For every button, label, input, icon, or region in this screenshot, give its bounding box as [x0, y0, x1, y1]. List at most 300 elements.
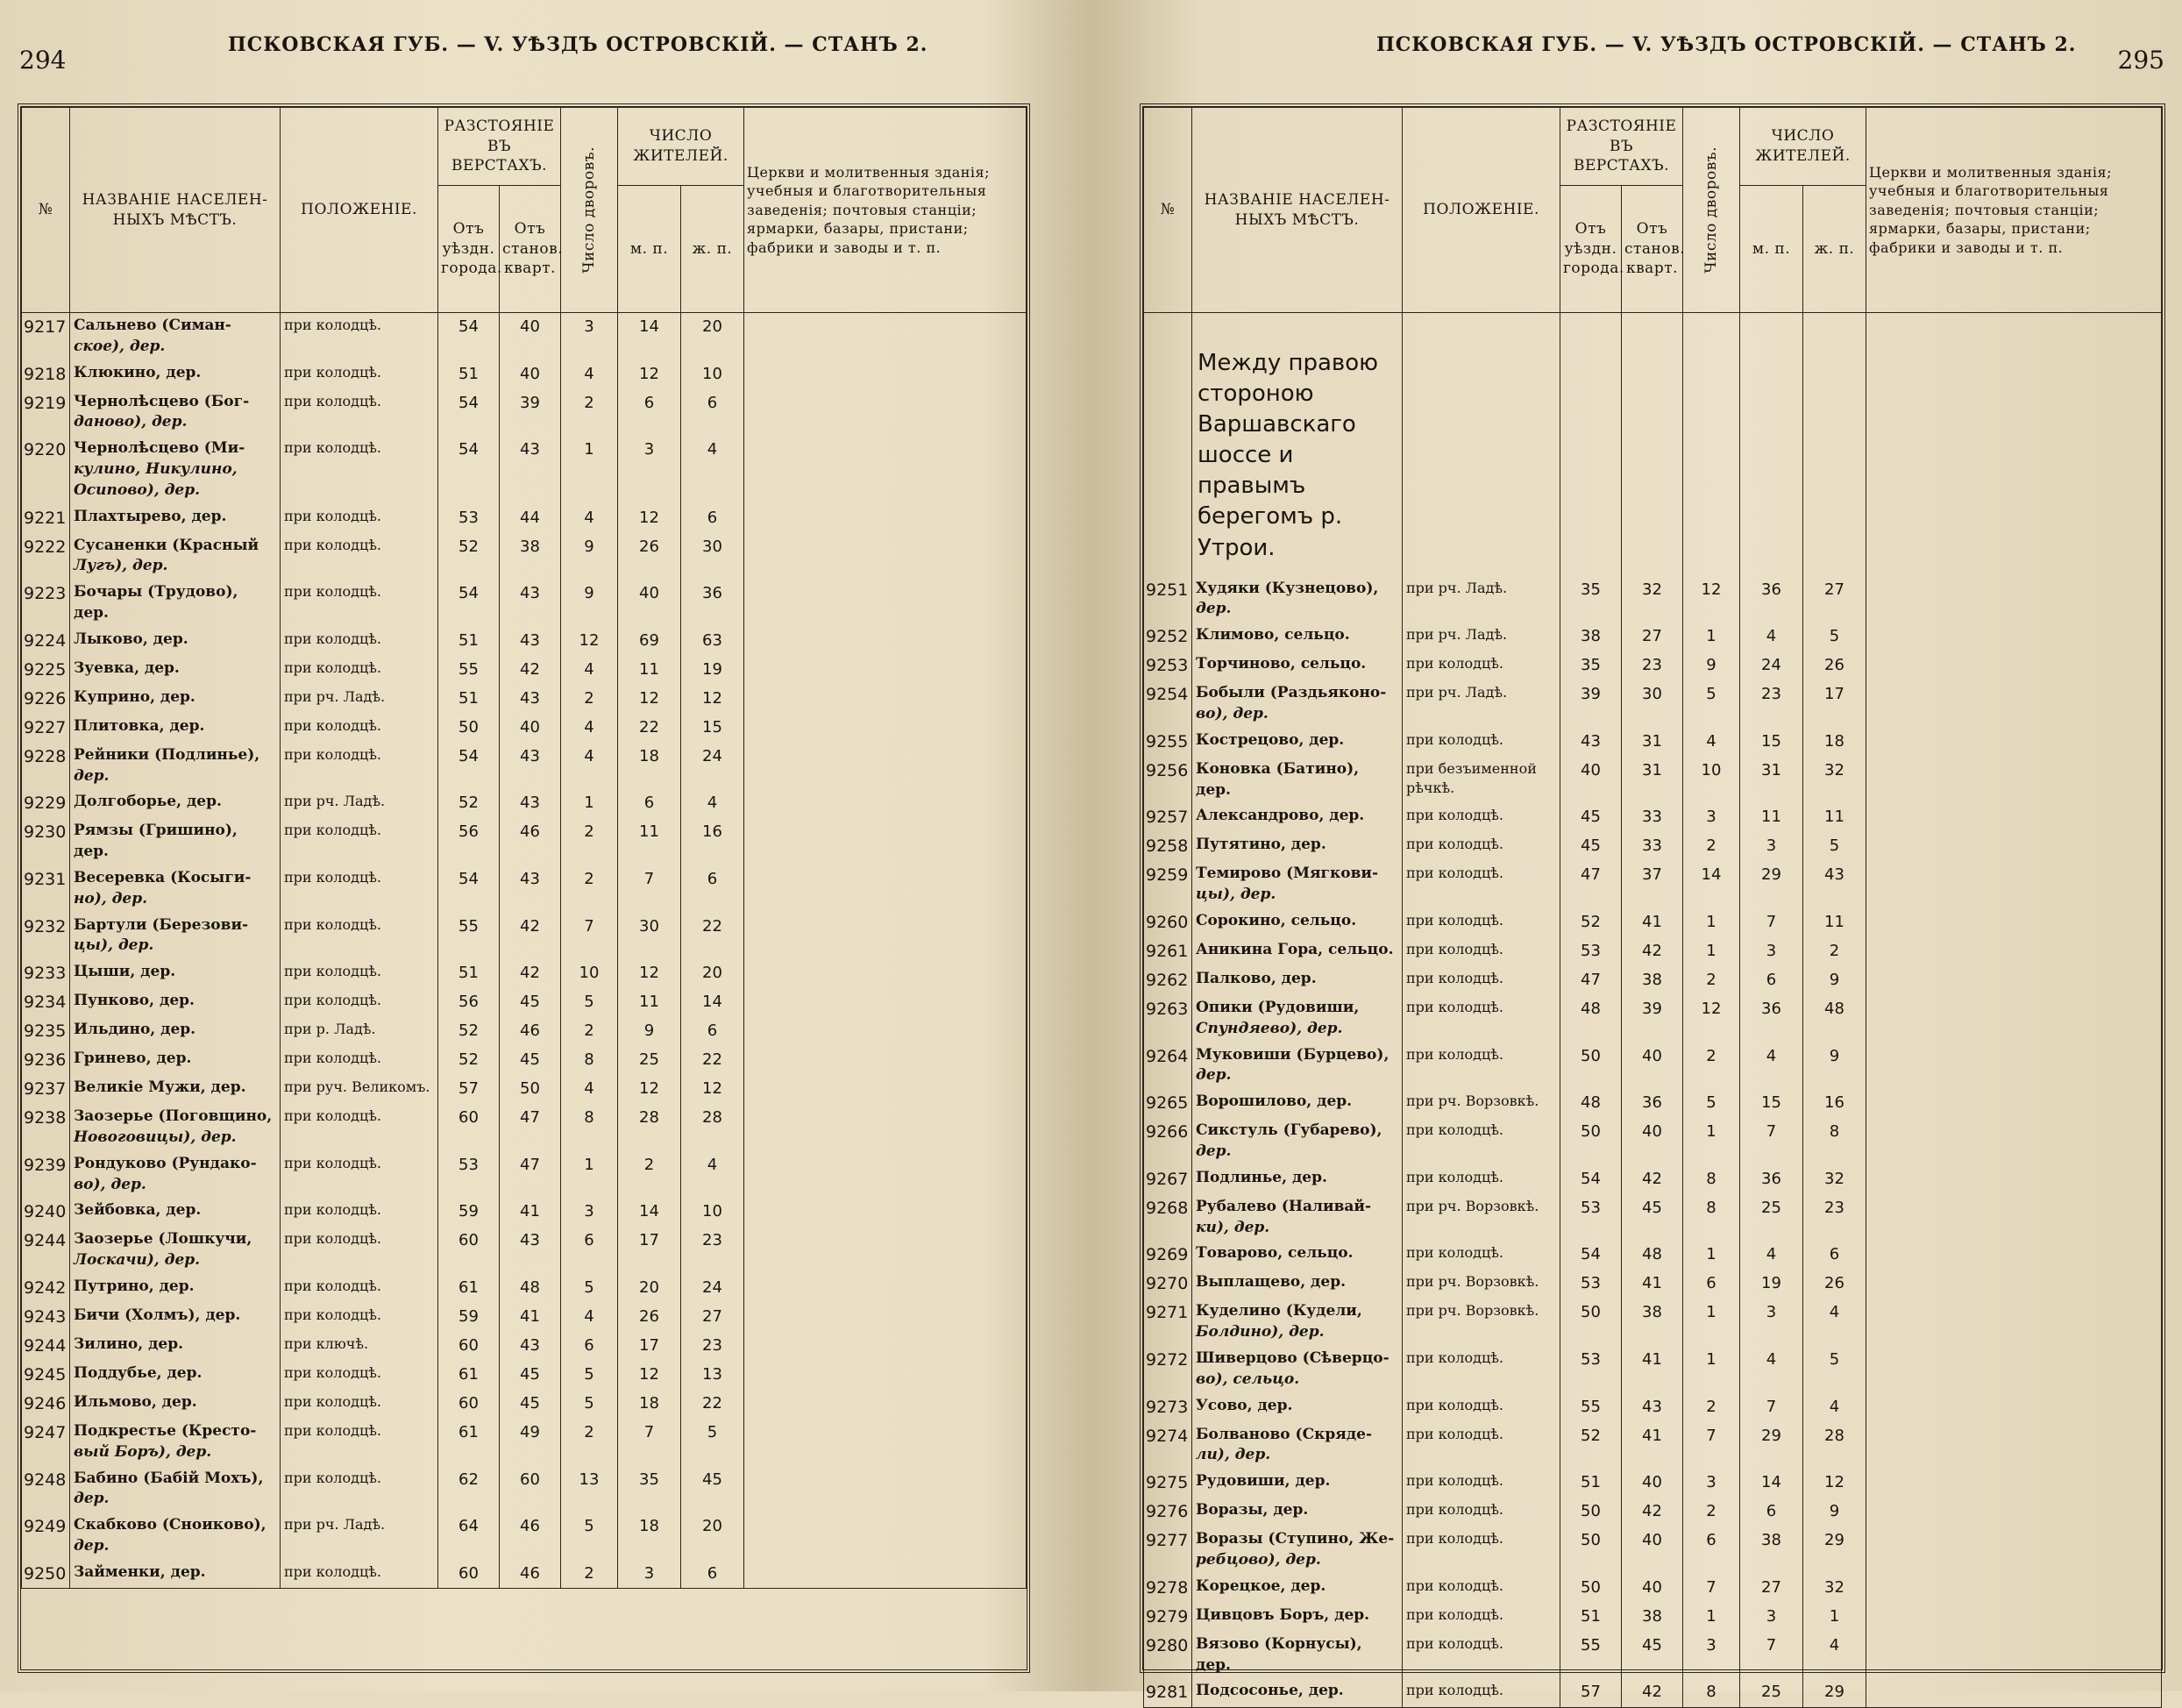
male-count: 26 — [618, 1303, 681, 1332]
table-row — [1144, 966, 2162, 995]
table-row — [1144, 680, 2162, 728]
row-number: 9275 — [1144, 1469, 1192, 1498]
settlement-name — [1192, 651, 1403, 680]
table-row — [1144, 1270, 2162, 1299]
yards-count: 2 — [561, 685, 618, 714]
settlement-name — [70, 789, 281, 818]
name-line: Болваново (Скряде- — [1196, 1425, 1373, 1443]
dist-town: 50 — [1560, 1498, 1622, 1527]
female-count: 29 — [1803, 1678, 1866, 1707]
churches-cell — [1866, 728, 2162, 757]
table-row — [1144, 1346, 2162, 1393]
female-count: 29 — [1803, 1527, 1866, 1574]
dist-town: 39 — [1560, 680, 1622, 728]
table-row — [22, 789, 1027, 818]
settlement-name — [70, 580, 281, 627]
male-count: 30 — [618, 913, 681, 960]
female-count: 8 — [1803, 1118, 1866, 1165]
yards-count: 4 — [561, 1075, 618, 1104]
settlement-name — [1192, 861, 1403, 908]
position: при колодцѣ. — [1403, 1632, 1560, 1679]
name-line: Рубалево (Наливай- — [1196, 1197, 1372, 1215]
row-number: 9281 — [1144, 1678, 1192, 1707]
dist-stan: 45 — [500, 1361, 561, 1390]
table-row — [1144, 1422, 2162, 1470]
dist-stan: 37 — [1622, 861, 1683, 908]
churches-cell — [744, 1303, 1027, 1332]
churches-cell — [1866, 803, 2162, 832]
position: при колодцѣ. — [281, 1303, 438, 1332]
name-line-2: даново), дер. — [74, 413, 188, 431]
header-position: ПОЛОЖЕНІЕ. — [1403, 108, 1560, 313]
table-row — [1144, 1118, 2162, 1165]
yards-count: 4 — [561, 656, 618, 685]
churches-cell — [744, 389, 1027, 437]
row-number: 9267 — [1144, 1165, 1192, 1194]
name-line: Пунково, дер. — [74, 992, 195, 1010]
dist-stan: 40 — [1622, 1118, 1683, 1165]
dist-town: 45 — [1560, 832, 1622, 861]
male-count: 15 — [1740, 1089, 1803, 1118]
position: при колодцѣ. — [1403, 1165, 1560, 1194]
dist-town: 55 — [1560, 1632, 1622, 1679]
name-line: Заозерье (Поговщино, — [74, 1107, 273, 1126]
female-count: 32 — [1803, 1574, 1866, 1603]
dist-stan: 60 — [500, 1466, 561, 1513]
churches-cell — [744, 1274, 1027, 1303]
churches-cell — [1866, 861, 2162, 908]
male-count: 18 — [618, 743, 681, 790]
dist-town: 52 — [438, 1017, 500, 1046]
dist-stan: 46 — [500, 1017, 561, 1046]
name-line-2: Новоговицы), дер. — [74, 1128, 237, 1146]
table-row — [1144, 832, 2162, 861]
name-line: Гринево, дер. — [74, 1050, 192, 1068]
row-number: 9252 — [1144, 623, 1192, 651]
churches-cell — [1866, 832, 2162, 861]
row-number: 9263 — [1144, 995, 1192, 1043]
churches-cell — [1866, 966, 2162, 995]
settlement-name — [70, 865, 281, 913]
dist-town: 51 — [1560, 1469, 1622, 1498]
right-page — [1113, 0, 2182, 1703]
position: при рч. Ладѣ. — [281, 1512, 438, 1560]
settlement-name — [1192, 1422, 1403, 1470]
position: при колодцѣ. — [281, 1227, 438, 1274]
churches-cell — [744, 1075, 1027, 1104]
dist-stan: 45 — [500, 988, 561, 1017]
name-line: Клюкино, дер. — [74, 363, 202, 381]
settlement-name — [1192, 1469, 1403, 1498]
dist-town: 55 — [438, 656, 500, 685]
table-row — [1144, 937, 2162, 966]
female-count: 22 — [681, 1046, 744, 1075]
churches-cell — [1866, 1678, 2162, 1707]
female-count: 28 — [1803, 1422, 1866, 1470]
churches-cell — [744, 627, 1027, 656]
name-line-2: ки), дер. — [1196, 1218, 1270, 1236]
row-number: 9259 — [1144, 861, 1192, 908]
female-count: 24 — [681, 1274, 744, 1303]
table-row — [22, 533, 1027, 580]
table-row — [22, 818, 1027, 865]
name-line-2: Болдино), дер. — [1196, 1323, 1325, 1341]
table-row — [1144, 623, 2162, 651]
churches-cell — [1866, 1422, 2162, 1470]
settlement-name — [70, 1104, 281, 1151]
row-number: 9233 — [22, 959, 70, 988]
female-count: 13 — [681, 1361, 744, 1390]
position: при колодцѣ. — [281, 959, 438, 988]
name-line: Рейники (Подлинье), — [74, 745, 260, 764]
dist-town: 56 — [438, 818, 500, 865]
position: при колодцѣ. — [281, 913, 438, 960]
yards-count: 5 — [561, 1390, 618, 1419]
yards-count: 5 — [561, 1274, 618, 1303]
name-line: Куделино (Кудели, — [1196, 1302, 1362, 1320]
dist-stan: 40 — [500, 313, 561, 360]
dist-stan: 41 — [1622, 1346, 1683, 1393]
churches-cell — [1866, 1089, 2162, 1118]
row-number: 9246 — [22, 1390, 70, 1419]
female-count: 6 — [681, 1017, 744, 1046]
female-count: 6 — [1803, 1241, 1866, 1270]
name-line: Сальнево (Симан- — [74, 317, 231, 334]
row-number: 9262 — [1144, 966, 1192, 995]
churches-cell — [1866, 908, 2162, 937]
header-inhabitants: ЧИСЛО ЖИТЕЛЕЙ. — [1740, 108, 1866, 186]
yards-count: 3 — [561, 1198, 618, 1227]
row-number: 9251 — [1144, 576, 1192, 623]
male-count: 7 — [1740, 1632, 1803, 1679]
yards-count: 2 — [561, 1560, 618, 1589]
yards-count: 14 — [1683, 861, 1740, 908]
table-row — [22, 1419, 1027, 1466]
female-count: 18 — [1803, 728, 1866, 757]
row-number: 9278 — [1144, 1574, 1192, 1603]
yards-count: 2 — [561, 389, 618, 437]
female-count: 16 — [681, 818, 744, 865]
settlement-name — [70, 743, 281, 790]
header-distance: РАЗСТОЯНІЕ ВЪ ВЕРСТАХЪ. — [438, 108, 561, 186]
name-line: Усово, дер. — [1196, 1396, 1293, 1414]
position: при колодцѣ. — [1403, 995, 1560, 1043]
row-number: 9260 — [1144, 908, 1192, 937]
row-number: 9249 — [22, 1512, 70, 1560]
female-count: 19 — [681, 656, 744, 685]
table-row — [22, 504, 1027, 533]
left-page — [0, 0, 1074, 1691]
dist-town: 54 — [1560, 1165, 1622, 1194]
table-row — [22, 1198, 1027, 1227]
female-count: 6 — [681, 504, 744, 533]
churches-cell — [1866, 995, 2162, 1043]
table-row — [1144, 803, 2162, 832]
dist-stan: 42 — [500, 656, 561, 685]
position: при колодцѣ. — [281, 988, 438, 1017]
male-count: 6 — [1740, 966, 1803, 995]
churches-cell — [744, 1151, 1027, 1199]
settlement-name — [70, 1332, 281, 1361]
male-count: 38 — [1740, 1527, 1803, 1574]
yards-count: 13 — [561, 1466, 618, 1513]
row-number: 9247 — [22, 1419, 70, 1466]
position: при колодцѣ. — [1403, 1498, 1560, 1527]
male-count: 12 — [618, 685, 681, 714]
yards-count: 1 — [561, 789, 618, 818]
name-line: Александрово, дер. — [1196, 807, 1365, 825]
yards-count: 2 — [561, 1419, 618, 1466]
churches-cell — [744, 1227, 1027, 1274]
yards-count: 12 — [1683, 576, 1740, 623]
row-number: 9258 — [1144, 832, 1192, 861]
dist-town: 51 — [438, 627, 500, 656]
churches-cell — [1866, 1574, 2162, 1603]
position: при колодцѣ. — [1403, 1241, 1560, 1270]
row-number: 9268 — [1144, 1194, 1192, 1242]
settlement-name — [1192, 832, 1403, 861]
female-count: 11 — [1803, 908, 1866, 937]
settlement-name — [1192, 1165, 1403, 1194]
settlement-name — [1192, 576, 1403, 623]
name-line: Опики (Рудовиши, — [1196, 999, 1360, 1017]
yards-count: 10 — [1683, 757, 1740, 804]
row-number: 9218 — [22, 360, 70, 389]
row-number: 9229 — [22, 789, 70, 818]
dist-town: 51 — [438, 959, 500, 988]
position: при колодцѣ. — [281, 1466, 438, 1513]
table-row — [1144, 1469, 2162, 1498]
table-row — [1144, 1678, 2162, 1707]
churches-cell — [744, 789, 1027, 818]
male-count: 25 — [618, 1046, 681, 1075]
male-count: 11 — [618, 988, 681, 1017]
settlement-name — [70, 1075, 281, 1104]
section-spacer — [1622, 313, 1683, 576]
settlement-name — [1192, 1346, 1403, 1393]
settlement-name — [70, 627, 281, 656]
row-number: 9248 — [22, 1466, 70, 1513]
yards-count: 5 — [561, 988, 618, 1017]
name-line: Поддубье, дер. — [74, 1363, 203, 1382]
name-line-2: дер. — [74, 1490, 110, 1508]
male-count: 36 — [1740, 1165, 1803, 1194]
male-count: 36 — [1740, 995, 1803, 1043]
settlement-name — [1192, 680, 1403, 728]
table-row — [22, 1274, 1027, 1303]
name-line: Шиверцово (Сѣверцо- — [1196, 1349, 1390, 1367]
female-count: 2 — [1803, 937, 1866, 966]
dist-stan: 43 — [500, 436, 561, 503]
churches-cell — [1866, 1270, 2162, 1299]
churches-cell — [744, 360, 1027, 389]
name-line: Воразы (Ступино, Же- — [1196, 1530, 1395, 1548]
section-title: Между правою стороною Варшавскаго шоссе и правымъ берегомъ р. Утрои. — [1192, 313, 1403, 576]
male-count: 7 — [1740, 1118, 1803, 1165]
female-count: 9 — [1803, 1498, 1866, 1527]
table-row — [1144, 1165, 2162, 1194]
male-count: 69 — [618, 627, 681, 656]
table-row — [22, 1046, 1027, 1075]
name-line-2: ребцово), дер. — [1196, 1550, 1321, 1569]
name-line: Бочары (Трудово), дер. — [74, 583, 238, 622]
table-row — [1144, 576, 2162, 623]
yards-count: 5 — [1683, 1089, 1740, 1118]
name-line: Кострецово, дер. — [1196, 730, 1345, 749]
female-count: 4 — [681, 789, 744, 818]
female-count: 45 — [681, 1466, 744, 1513]
female-count: 10 — [681, 360, 744, 389]
churches-cell — [1866, 1346, 2162, 1393]
page-number: 294 — [19, 46, 67, 75]
row-number: 9238 — [22, 1104, 70, 1151]
row-number: 9244 — [22, 1227, 70, 1274]
dist-stan: 36 — [1622, 1089, 1683, 1118]
row-number: 9231 — [22, 865, 70, 913]
dist-town: 45 — [1560, 803, 1622, 832]
female-count: 22 — [681, 1390, 744, 1419]
churches-cell — [744, 1198, 1027, 1227]
female-count: 43 — [1803, 861, 1866, 908]
position: при колодцѣ. — [1403, 937, 1560, 966]
name-line: Сорокино, сельцо. — [1196, 912, 1357, 930]
churches-cell — [744, 504, 1027, 533]
settlement-name — [1192, 1241, 1403, 1270]
dist-town: 50 — [1560, 1574, 1622, 1603]
churches-cell — [744, 313, 1027, 360]
churches-cell — [1866, 651, 2162, 680]
name-line-2: дер. — [1196, 600, 1232, 618]
female-count: 10 — [681, 1198, 744, 1227]
yards-count: 6 — [561, 1227, 618, 1274]
male-count: 6 — [618, 789, 681, 818]
header-yards-text: Число дворовъ. — [579, 146, 598, 274]
dist-town: 47 — [1560, 861, 1622, 908]
yards-count: 8 — [561, 1104, 618, 1151]
position: при колодцѣ. — [1403, 1043, 1560, 1090]
female-count: 17 — [1803, 680, 1866, 728]
dist-town: 50 — [1560, 1118, 1622, 1165]
name-line: Заозерье (Лошкучи, — [74, 1230, 252, 1249]
row-number: 9274 — [1144, 1422, 1192, 1470]
position: при колодцѣ. — [281, 580, 438, 627]
row-number: 9224 — [22, 627, 70, 656]
position: при колодцѣ. — [1403, 1118, 1560, 1165]
position: при рч. Ладѣ. — [281, 789, 438, 818]
position: при безъименной рѣчкѣ. — [1403, 757, 1560, 804]
dist-town: 55 — [438, 913, 500, 960]
yards-count: 6 — [1683, 1270, 1740, 1299]
dist-town: 55 — [1560, 1393, 1622, 1422]
dist-stan: 42 — [500, 913, 561, 960]
row-number: 9244 — [22, 1332, 70, 1361]
header-female: ж. п. — [1803, 186, 1866, 313]
row-number: 9221 — [22, 504, 70, 533]
dist-stan: 48 — [500, 1274, 561, 1303]
female-count: 11 — [1803, 803, 1866, 832]
settlement-name — [70, 1151, 281, 1199]
dist-town: 53 — [1560, 1346, 1622, 1393]
table-row — [1144, 861, 2162, 908]
position: при колодцѣ. — [1403, 1422, 1560, 1470]
dist-town: 52 — [438, 533, 500, 580]
settlement-name — [1192, 1632, 1403, 1679]
table-row — [22, 436, 1027, 503]
row-number: 9250 — [22, 1560, 70, 1589]
male-count: 28 — [618, 1104, 681, 1151]
female-count: 27 — [1803, 576, 1866, 623]
churches-cell — [744, 913, 1027, 960]
row-number: 9225 — [22, 656, 70, 685]
header-name: НАЗВАНІЕ НАСЕЛЕН-НЫХЪ МѢСТЪ. — [70, 108, 281, 313]
table-row — [22, 1303, 1027, 1332]
yards-count: 8 — [1683, 1194, 1740, 1242]
position: при колодцѣ. — [281, 1198, 438, 1227]
male-count: 4 — [1740, 1241, 1803, 1270]
dist-stan: 47 — [500, 1104, 561, 1151]
male-count: 11 — [618, 818, 681, 865]
name-line: Великіе Мужи, дер. — [74, 1078, 246, 1097]
dist-town: 56 — [438, 988, 500, 1017]
table-row — [1144, 1393, 2162, 1422]
yards-count: 8 — [1683, 1678, 1740, 1707]
running-head: ПСКОВСКАЯ ГУБ. — V. УѢЗДЪ ОСТРОВСКІЙ. — СТАНЪ 2. — [228, 33, 928, 56]
settlement-name — [1192, 1118, 1403, 1165]
position: при р. Ладѣ. — [281, 1017, 438, 1046]
dist-stan: 40 — [500, 360, 561, 389]
settlement-name — [1192, 1393, 1403, 1422]
row-number: 9257 — [1144, 803, 1192, 832]
table-row — [22, 580, 1027, 627]
settlement-name — [1192, 937, 1403, 966]
table-row — [22, 389, 1027, 437]
table-row — [22, 714, 1027, 743]
yards-count: 1 — [561, 436, 618, 503]
dist-town: 35 — [1560, 651, 1622, 680]
male-count: 23 — [1740, 680, 1803, 728]
churches-cell — [744, 865, 1027, 913]
name-line: Подсосонье, дер. — [1196, 1682, 1344, 1700]
table-row — [1144, 757, 2162, 804]
dist-town: 53 — [438, 504, 500, 533]
name-line: Ворошилово, дер. — [1196, 1092, 1353, 1111]
dist-town: 62 — [438, 1466, 500, 1513]
yards-count: 1 — [1683, 623, 1740, 651]
settlement-name — [1192, 803, 1403, 832]
table-row — [1144, 728, 2162, 757]
dist-stan: 50 — [500, 1075, 561, 1104]
female-count: 4 — [1803, 1393, 1866, 1422]
header-position: ПОЛОЖЕНІЕ. — [281, 108, 438, 313]
dist-stan: 31 — [1622, 757, 1683, 804]
position: при колодцѣ. — [281, 656, 438, 685]
position: при колодцѣ. — [1403, 1469, 1560, 1498]
female-count: 22 — [681, 913, 744, 960]
dist-stan: 40 — [1622, 1469, 1683, 1498]
female-count: 16 — [1803, 1089, 1866, 1118]
male-count: 27 — [1740, 1574, 1803, 1603]
dist-stan: 38 — [1622, 1299, 1683, 1346]
dist-town: 54 — [438, 436, 500, 503]
position: при колодцѣ. — [281, 865, 438, 913]
male-count: 6 — [618, 389, 681, 437]
header-name: НАЗВАНІЕ НАСЕЛЕН-НЫХЪ МѢСТЪ. — [1192, 108, 1403, 313]
female-count: 20 — [681, 959, 744, 988]
name-line: Цивцовъ Боръ, дер. — [1196, 1605, 1370, 1624]
churches-cell — [1866, 1165, 2162, 1194]
position: при рч. Ворзовкѣ. — [1403, 1299, 1560, 1346]
position: при колодцѣ. — [281, 1151, 438, 1199]
